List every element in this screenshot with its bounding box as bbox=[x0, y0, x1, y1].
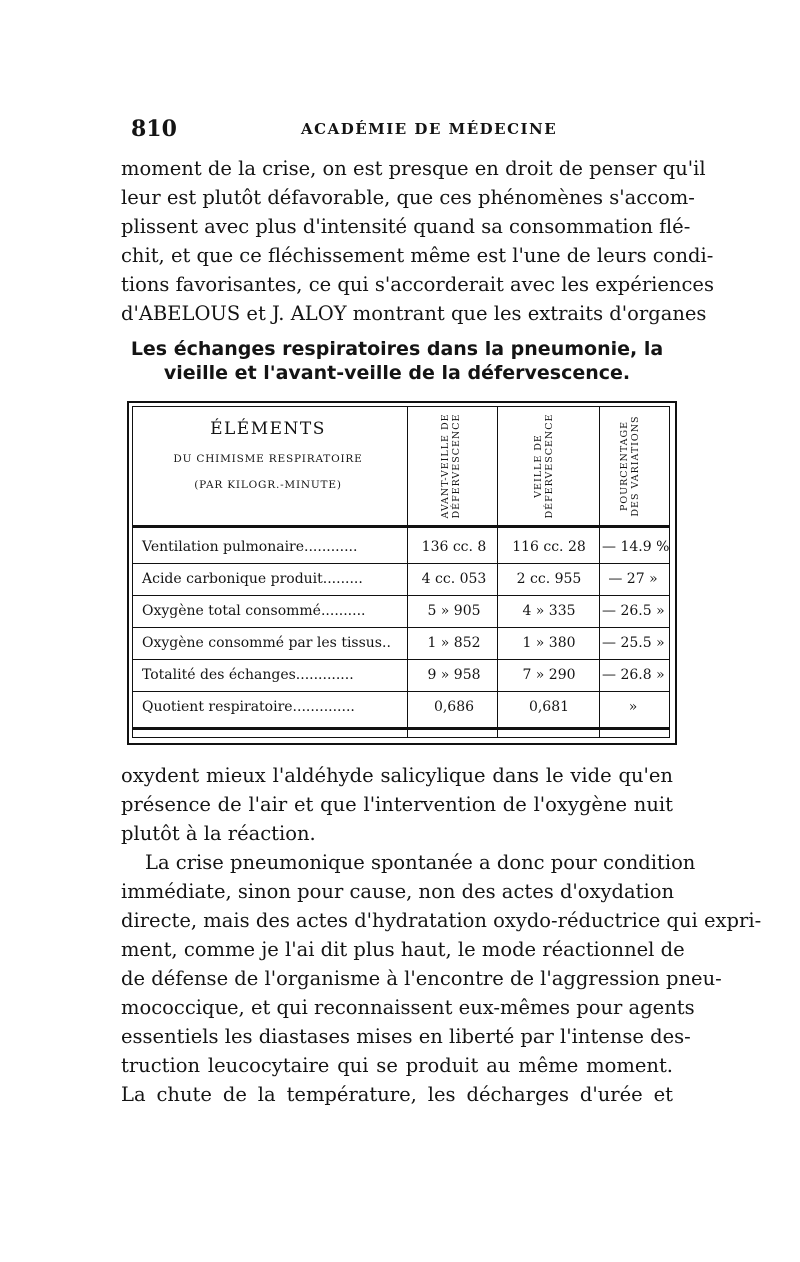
paragraph-bottom bbox=[121, 761, 762, 1109]
header-avant-veille: AVANT-VEILLE DE DÉFERVESCENCE bbox=[440, 413, 462, 519]
table-row bbox=[132, 663, 669, 691]
text-line: mococcique, et qui reconnaissent eux-mêmes pour agents bbox=[121, 996, 695, 1019]
row-rule bbox=[132, 595, 669, 596]
running-head: ACADÉMIE DE MÉDECINE bbox=[301, 120, 558, 138]
table-title bbox=[121, 337, 673, 385]
header-elements-sub2: (PAR KILOGR.-MINUTE) bbox=[194, 479, 342, 491]
text-line: plutôt à la réaction. bbox=[121, 822, 316, 845]
row-label: Acide carbonique produit......... bbox=[142, 571, 363, 587]
page-header bbox=[131, 116, 671, 142]
row-label: Quotient respiratoire.............. bbox=[142, 699, 355, 715]
row-label: Ventilation pulmonaire............ bbox=[142, 539, 358, 555]
header-pourcentage: POURCENTAGE DES VARIATIONS bbox=[619, 415, 641, 517]
value-variation: — 14.9 % bbox=[602, 539, 670, 555]
table-title-line: vieille et l'avant-veille de la défervescence. bbox=[163, 362, 631, 384]
header-elements-title: ÉLÉMENTS bbox=[210, 419, 326, 439]
text-line: essentiels les diastases mises en liberté par l'intense des- bbox=[121, 1025, 691, 1048]
text-line: présence de l'air et que l'intervention de l'oxygène nuit bbox=[121, 793, 673, 816]
bottom-rule bbox=[132, 727, 669, 730]
text-line: La crise pneumonique spontanée a donc pour condition bbox=[145, 851, 696, 874]
table-row bbox=[132, 695, 669, 723]
table-row bbox=[132, 631, 669, 659]
header-elements bbox=[137, 419, 399, 505]
value-veille: 7 » 290 bbox=[522, 667, 576, 683]
text-line: d'ABELOUS et J. ALOY montrant que les extraits d'organes bbox=[121, 302, 707, 325]
value-avant-veille: 4 cc. 053 bbox=[421, 571, 487, 587]
text-line: truction leucocytaire qui se produit au même moment. bbox=[121, 1054, 673, 1077]
value-veille: 4 » 335 bbox=[522, 603, 576, 619]
table-row bbox=[132, 535, 669, 563]
value-avant-veille: 1 » 852 bbox=[427, 635, 481, 651]
header-elements-sub1: DU CHIMISME RESPIRATOIRE bbox=[173, 453, 363, 465]
page-number: 810 bbox=[131, 116, 177, 142]
text-line: tions favorisantes, ce qui s'accorderait avec les expériences bbox=[121, 273, 714, 296]
row-rule bbox=[132, 563, 669, 564]
value-veille: 1 » 380 bbox=[522, 635, 576, 651]
text-line: chit, et que ce fléchissement même est l'une de leurs condi- bbox=[121, 244, 714, 267]
value-variation: — 25.5 » bbox=[602, 635, 665, 651]
table-row bbox=[132, 599, 669, 627]
value-veille: 0,681 bbox=[528, 699, 570, 715]
row-rule bbox=[132, 627, 669, 628]
row-label: Oxygène total consommé.......... bbox=[142, 603, 366, 619]
paragraph-top bbox=[121, 154, 714, 328]
header-veille: VEILLE DE DÉFERVESCENCE bbox=[533, 413, 555, 519]
table-title-line: Les échanges respiratoires dans la pneumonie, la bbox=[130, 338, 664, 360]
value-veille: 2 cc. 955 bbox=[516, 571, 582, 587]
row-label: Oxygène consommé par les tissus.. bbox=[142, 635, 391, 651]
text-line: La chute de la température, les décharges d'urée et bbox=[121, 1083, 673, 1106]
value-avant-veille: 5 » 905 bbox=[427, 603, 481, 619]
value-variation: — 26.8 » bbox=[602, 667, 665, 683]
row-rule bbox=[132, 659, 669, 660]
text-line: immédiate, sinon pour cause, non des actes d'oxydation bbox=[121, 880, 675, 903]
value-variation: — 27 » bbox=[608, 571, 658, 587]
row-rule bbox=[132, 691, 669, 692]
text-line: moment de la crise, on est presque en droit de penser qu'il bbox=[121, 157, 706, 180]
value-veille: 116 cc. 28 bbox=[512, 539, 586, 555]
value-variation: » bbox=[628, 699, 638, 715]
header-rule bbox=[132, 525, 669, 528]
value-avant-veille: 136 cc. 8 bbox=[421, 539, 487, 555]
table-row bbox=[132, 567, 669, 595]
value-avant-veille: 0,686 bbox=[433, 699, 475, 715]
value-avant-veille: 9 » 958 bbox=[427, 667, 481, 683]
text-line: oxydent mieux l'aldéhyde salicylique dans le vide qu'en bbox=[121, 764, 673, 787]
text-line: directe, mais des actes d'hydratation oxydo-réductrice qui expri- bbox=[121, 909, 762, 932]
data-table bbox=[127, 401, 677, 745]
row-label: Totalité des échanges............. bbox=[142, 667, 354, 683]
value-variation: — 26.5 » bbox=[602, 603, 665, 619]
text-line: plissent avec plus d'intensité quand sa consommation flé- bbox=[121, 215, 691, 238]
text-line: leur est plutôt défavorable, que ces phénomènes s'accom- bbox=[121, 186, 695, 209]
text-line: ment, comme je l'ai dit plus haut, le mode réactionnel de bbox=[121, 938, 685, 961]
text-line: de défense de l'organisme à l'encontre de l'aggression pneu- bbox=[121, 967, 722, 990]
